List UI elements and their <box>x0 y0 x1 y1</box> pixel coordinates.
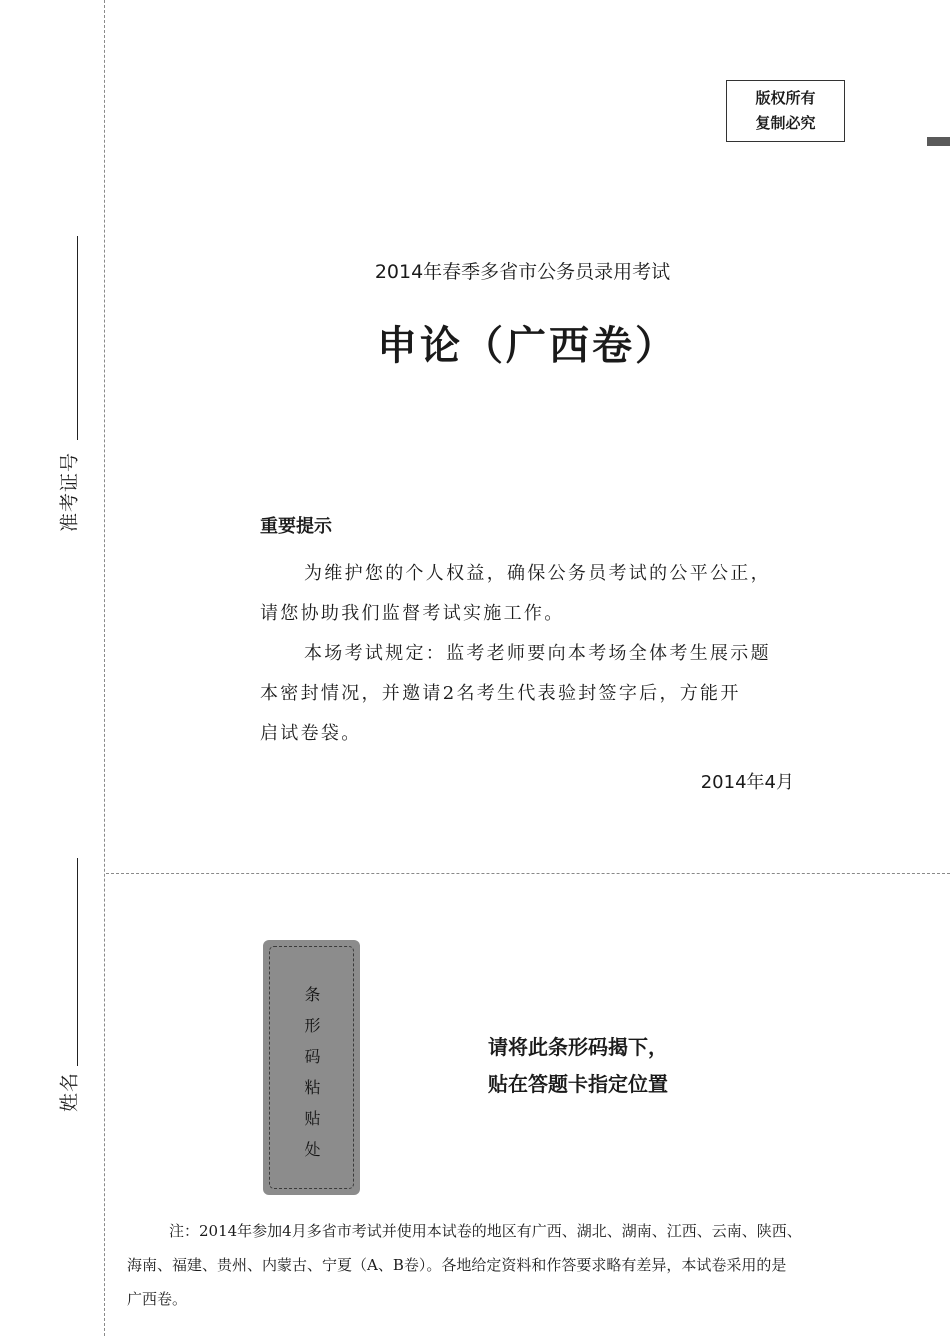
barcode-label-char: 码 <box>304 1047 321 1066</box>
copyright-box <box>726 80 845 142</box>
barcode-dashed-frame <box>269 946 354 1189</box>
barcode-label-char: 粘 <box>304 1078 321 1097</box>
notice-heading: 重要提示 <box>260 516 332 537</box>
notice-line: 请您协助我们监督考试实施工作。 <box>260 603 565 624</box>
exam-title: 2014年春季多省市公务员录用考试 <box>374 261 671 283</box>
paper-title: 申论（广西卷） <box>377 322 678 369</box>
barcode-label-char: 条 <box>304 985 321 1004</box>
barcode-instruction-line-2: 贴在答题卡指定位置 <box>488 1072 668 1096</box>
footnote-line: 海南、福建、贵州、内蒙古、宁夏（A、B卷）。各地给定资料和作答要求略有差异，本试卷采用的是 <box>127 1256 787 1274</box>
barcode-sticker-area <box>263 940 360 1195</box>
copyright-line-1: 版权所有 <box>755 89 816 107</box>
footnote-line: 注：2014年参加4月多省市考试并使用本试卷的地区有广西、湖北、湖南、江西、云南、陕西、 <box>169 1222 802 1240</box>
notice-line: 为维护您的个人权益，确保公务员考试的公平公正， <box>304 563 771 584</box>
binding-line-vertical <box>104 0 105 1336</box>
cut-line-horizontal <box>106 873 950 874</box>
barcode-label-char: 贴 <box>304 1109 321 1128</box>
barcode-label-char: 处 <box>304 1140 321 1159</box>
copyright-line-2: 复制必究 <box>755 114 816 132</box>
barcode-instruction-line-1: 请将此条形码揭下， <box>488 1035 668 1059</box>
edge-tab-marker <box>927 137 950 146</box>
notice-line: 本密封情况，并邀请2名考生代表验封签字后，方能开 <box>260 683 741 704</box>
barcode-label-char: 形 <box>304 1016 321 1035</box>
notice-line: 本场考试规定：监考老师要向本考场全体考生展示题 <box>304 643 771 664</box>
notice-line: 启试卷袋。 <box>260 723 362 744</box>
footnote-line: 广西卷。 <box>127 1290 188 1308</box>
name-rule <box>77 858 78 1066</box>
notice-date: 2014年4月 <box>700 772 794 793</box>
